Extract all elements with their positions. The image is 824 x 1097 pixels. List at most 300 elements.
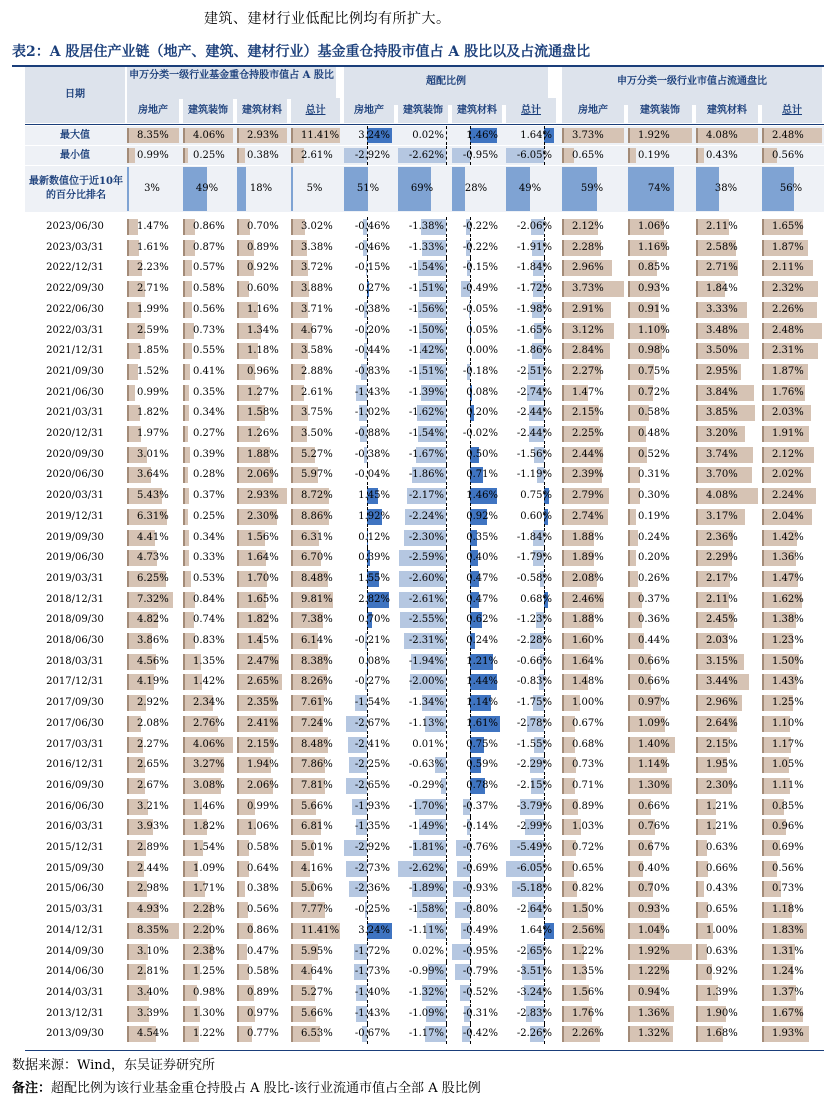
table-cell — [506, 693, 554, 713]
cell-value: 8.38% — [301, 656, 333, 667]
cell-value: 2.03% — [772, 407, 804, 418]
row-date: 2019/03/31 — [46, 573, 104, 584]
table-cell — [127, 300, 177, 320]
cell-value: 1.55% — [358, 573, 390, 584]
table-cell — [291, 714, 338, 734]
table-cell — [127, 321, 177, 341]
cell-value: 1.43% — [772, 676, 804, 687]
cell-value: 2.27% — [572, 366, 604, 377]
zero-axis — [446, 817, 447, 837]
cell-value: 0.76% — [638, 821, 670, 832]
data-bar — [183, 571, 191, 587]
cell-value: 0.86% — [193, 221, 225, 232]
cell-value: 1.92% — [638, 130, 670, 141]
cell-value: 0.25% — [193, 511, 225, 522]
table-cell — [696, 279, 756, 299]
table-cell — [344, 146, 392, 165]
table-cell — [562, 548, 622, 568]
table-cell — [452, 879, 500, 899]
cell-value: -0.04% — [354, 469, 390, 480]
cell-value: -1.56% — [408, 304, 444, 315]
table-cell — [452, 900, 500, 920]
table-cell — [183, 146, 231, 165]
table-cell — [291, 900, 338, 920]
row-date: 2017/06/30 — [46, 718, 104, 729]
table-cell — [762, 714, 820, 734]
table-cell — [506, 900, 554, 920]
cell-value: 6.31% — [301, 532, 333, 543]
table-cell — [506, 776, 554, 796]
table-cell — [344, 838, 392, 858]
cell-value: -0.58% — [516, 573, 552, 584]
cell-value: 0.28% — [193, 469, 225, 480]
cell-value: 3.64% — [137, 469, 169, 480]
table-cell — [628, 1004, 690, 1024]
cell-value: -1.35% — [354, 821, 390, 832]
cell-value: 0.86% — [247, 925, 279, 936]
table-cell — [762, 383, 820, 403]
table-cell — [506, 652, 554, 672]
cell-value: -1.55% — [516, 739, 552, 750]
cell-value: -0.52% — [462, 987, 498, 998]
table-cell — [344, 341, 392, 361]
cell-value: 3.12% — [572, 325, 604, 336]
cell-value: 0.67% — [572, 718, 604, 729]
cell-value: -0.49% — [462, 925, 498, 936]
cell-value: -6.05% — [516, 150, 552, 161]
cell-value: 8.86% — [301, 511, 333, 522]
table-cell — [344, 879, 392, 899]
table-cell — [628, 900, 690, 920]
table-row — [25, 486, 824, 506]
table-cell — [628, 258, 690, 278]
table-row — [25, 776, 824, 796]
cell-value: 3.38% — [301, 242, 333, 253]
table-cell — [127, 341, 177, 361]
cell-value: 0.97% — [638, 697, 670, 708]
table-cell — [183, 672, 231, 692]
table-cell — [291, 1024, 338, 1044]
table-cell — [183, 714, 231, 734]
table-cell — [696, 569, 756, 589]
table-cell — [506, 166, 554, 212]
table-cell — [127, 217, 177, 237]
table-cell — [398, 652, 446, 672]
table-cell — [291, 693, 338, 713]
table-title: 表2：A 股居住产业链（地产、建筑、建材行业）基金重仓持股市值占 A 股比以及占流通盘比 — [12, 44, 591, 60]
row-date: 2018/12/31 — [46, 594, 104, 605]
cell-value: 0.43% — [706, 883, 738, 894]
cell-value: -0.27% — [354, 676, 390, 687]
data-bar — [127, 385, 135, 401]
cell-value: -0.63% — [408, 759, 444, 770]
cell-value: -0.21% — [354, 635, 390, 646]
table-cell — [628, 383, 690, 403]
cell-value: -2.62% — [408, 863, 444, 874]
table-cell — [237, 300, 285, 320]
table-cell — [127, 569, 177, 589]
table-cell — [183, 859, 231, 879]
data-bar — [237, 148, 245, 163]
table-cell — [344, 238, 392, 258]
cell-value: 3.01% — [137, 449, 169, 460]
table-cell — [291, 838, 338, 858]
table-cell — [127, 817, 177, 837]
cell-value: -1.65% — [516, 325, 552, 336]
table-cell — [237, 445, 285, 465]
table-cell — [291, 921, 338, 941]
table-cell — [237, 962, 285, 982]
table-cell — [562, 279, 622, 299]
row-date: 2020/12/31 — [46, 428, 104, 439]
cell-value: 0.60% — [520, 511, 552, 522]
cell-value: 2.64% — [706, 718, 738, 729]
table-cell — [291, 528, 338, 548]
cell-value: -0.66% — [516, 656, 552, 667]
cell-value: 0.08% — [358, 656, 390, 667]
table-cell — [696, 465, 756, 485]
table-cell — [127, 1024, 177, 1044]
table-cell — [344, 166, 392, 212]
cell-value: 1.46% — [466, 490, 498, 501]
table-cell — [628, 859, 690, 879]
cell-value: 0.93% — [638, 904, 670, 915]
cell-value: -1.86% — [408, 469, 444, 480]
cell-value: 1.03% — [572, 821, 604, 832]
cell-value: 2.59% — [137, 325, 169, 336]
table-cell — [127, 672, 177, 692]
cell-value: -1.86% — [516, 345, 552, 356]
cell-value: 0.47% — [466, 594, 498, 605]
data-bar — [183, 405, 189, 421]
table-cell — [628, 776, 690, 796]
table-cell — [696, 652, 756, 672]
table-cell — [562, 755, 622, 775]
table-row — [25, 403, 824, 423]
cell-value: 1.95% — [706, 759, 738, 770]
table-row — [25, 465, 824, 485]
table-cell — [344, 735, 392, 755]
table-cell — [398, 859, 446, 879]
row-date: 2014/09/30 — [46, 946, 104, 957]
row-date: 2022/09/30 — [46, 283, 104, 294]
table-cell — [291, 776, 338, 796]
cell-value: 2.30% — [247, 511, 279, 522]
table-cell — [127, 859, 177, 879]
cell-value: -0.76% — [462, 842, 498, 853]
cell-value: 0.12% — [358, 532, 390, 543]
cell-value: 1.25% — [193, 966, 225, 977]
cell-value: 0.78% — [466, 780, 498, 791]
table-row — [25, 424, 824, 444]
table-cell — [183, 383, 231, 403]
cell-value: 2.58% — [706, 242, 738, 253]
cell-value: -1.84% — [516, 532, 552, 543]
table-cell — [237, 693, 285, 713]
table-cell — [628, 548, 690, 568]
table-cell — [452, 714, 500, 734]
cell-value: -1.11% — [408, 925, 444, 936]
cell-value: 0.72% — [638, 387, 670, 398]
table-cell — [696, 735, 756, 755]
table-cell — [183, 279, 231, 299]
table-cell — [452, 341, 500, 361]
table-cell — [291, 548, 338, 568]
table-row — [25, 714, 824, 734]
data-bar — [237, 944, 247, 960]
table-cell — [452, 258, 500, 278]
table-cell — [237, 258, 285, 278]
table-cell — [696, 238, 756, 258]
row-date: 2015/03/31 — [46, 904, 104, 915]
cell-value: 2.71% — [137, 283, 169, 294]
cell-value: -1.84% — [516, 262, 552, 273]
cell-value: 0.99% — [247, 801, 279, 812]
table-row — [25, 300, 824, 320]
table-cell — [562, 166, 622, 212]
cell-value: 56% — [779, 183, 803, 194]
cell-value: -0.38% — [354, 304, 390, 315]
table-cell — [452, 486, 500, 506]
table-cell — [127, 403, 177, 423]
table-cell — [398, 942, 446, 962]
cell-value: 2.25% — [572, 428, 604, 439]
table-cell — [291, 258, 338, 278]
zero-axis — [446, 942, 447, 962]
data-bar — [183, 488, 189, 504]
table-cell — [291, 146, 338, 165]
cell-value: -2.25% — [354, 759, 390, 770]
table-cell — [452, 146, 500, 165]
table-cell — [562, 300, 622, 320]
cell-value: 8.72% — [301, 490, 333, 501]
cell-value: -1.58% — [408, 904, 444, 915]
table-cell — [452, 797, 500, 817]
cell-value: 2.98% — [137, 883, 169, 894]
cell-value: 69% — [410, 183, 434, 194]
cell-value: 1.45% — [358, 490, 390, 501]
footer-rule — [25, 1050, 824, 1051]
table-cell — [452, 507, 500, 527]
cell-value: 2.28% — [193, 904, 225, 915]
table-cell — [506, 859, 554, 879]
table-cell — [127, 590, 177, 610]
table-cell — [562, 424, 622, 444]
cell-value: 1.64% — [520, 925, 552, 936]
cell-value: 0.75% — [638, 366, 670, 377]
cell-value: 2.24% — [772, 490, 804, 501]
cell-value: -1.43% — [354, 387, 390, 398]
zero-axis — [446, 838, 447, 858]
header-sub-7: 建筑材料 — [452, 98, 502, 123]
table-cell — [452, 424, 500, 444]
table-cell — [696, 776, 756, 796]
table-cell — [762, 507, 820, 527]
table-cell — [237, 238, 285, 258]
table-cell — [628, 755, 690, 775]
table-cell — [183, 507, 231, 527]
cell-value: 4.93% — [137, 904, 169, 915]
row-date: 2016/06/30 — [46, 801, 104, 812]
table-cell — [291, 445, 338, 465]
data-bar — [628, 530, 638, 546]
cell-value: 1.82% — [137, 407, 169, 418]
table-cell — [628, 166, 690, 212]
table-cell — [562, 693, 622, 713]
cell-value: 0.69% — [772, 842, 804, 853]
cell-value: 2.30% — [706, 780, 738, 791]
cell-value: 6.14% — [301, 635, 333, 646]
cell-value: 3.02% — [301, 221, 333, 232]
cell-value: 7.32% — [137, 594, 169, 605]
table-row — [25, 1004, 824, 1024]
table-cell — [183, 983, 231, 1003]
cell-value: 1.10% — [638, 325, 670, 336]
table-cell — [398, 486, 446, 506]
table-cell — [762, 217, 820, 237]
table-cell — [628, 942, 690, 962]
table-cell — [344, 569, 392, 589]
cell-value: -1.67% — [408, 449, 444, 460]
table-cell — [344, 217, 392, 237]
table-cell — [696, 528, 756, 548]
cell-value: -0.29% — [408, 780, 444, 791]
cell-value: -2.30% — [408, 532, 444, 543]
cell-value: 0.47% — [247, 946, 279, 957]
cell-value: 1.17% — [772, 739, 804, 750]
table-cell — [344, 1004, 392, 1024]
table-cell — [398, 838, 446, 858]
table-row — [25, 238, 824, 258]
footnote-text: 超配比例为该行业基金重仓持股占 A 股比-该行业流通市值占全部 A 股比例 — [51, 1081, 481, 1096]
cell-value: 1.47% — [572, 387, 604, 398]
cell-value: 1.23% — [772, 635, 804, 646]
table-row — [25, 838, 824, 858]
cell-value: 1.25% — [772, 697, 804, 708]
cell-value: 4.82% — [137, 614, 169, 625]
cell-value: 1.24% — [772, 966, 804, 977]
cell-value: 2.11% — [706, 221, 738, 232]
table-cell — [696, 300, 756, 320]
table-cell — [127, 445, 177, 465]
data-bar — [183, 447, 190, 463]
cell-value: -1.91% — [516, 242, 552, 253]
table-cell — [398, 714, 446, 734]
table-cell — [452, 465, 500, 485]
table-cell — [398, 126, 446, 145]
table-cell — [452, 445, 500, 465]
cell-value: 1.42% — [193, 676, 225, 687]
table-cell — [762, 146, 820, 165]
table-cell — [398, 776, 446, 796]
table-cell — [762, 672, 820, 692]
cell-value: 3.70% — [706, 469, 738, 480]
table-cell — [452, 126, 500, 145]
table-cell — [127, 383, 177, 403]
data-bar — [183, 364, 190, 380]
footnote — [12, 1077, 481, 1096]
zero-axis — [446, 962, 447, 982]
table-cell — [237, 166, 285, 212]
cell-value: 1.48% — [572, 676, 604, 687]
table-cell — [237, 631, 285, 651]
cell-value: 2.20% — [193, 925, 225, 936]
table-cell — [562, 983, 622, 1003]
table-cell — [696, 403, 756, 423]
table-cell — [762, 424, 820, 444]
table-cell — [762, 126, 820, 145]
table-cell — [562, 942, 622, 962]
table-cell — [696, 693, 756, 713]
cell-value: 1.44% — [466, 676, 498, 687]
table-cell — [291, 507, 338, 527]
cell-value: 1.30% — [193, 1008, 225, 1019]
table-cell — [506, 817, 554, 837]
cell-value: 1.65% — [772, 221, 804, 232]
table-cell — [452, 166, 500, 212]
table-cell — [506, 341, 554, 361]
cell-value: 1.37% — [772, 987, 804, 998]
table-cell — [237, 817, 285, 837]
table-cell — [628, 279, 690, 299]
table-cell — [291, 321, 338, 341]
cell-value: 3.88% — [301, 283, 333, 294]
table-row — [25, 590, 824, 610]
cell-value: 0.75% — [520, 490, 552, 501]
cell-value: -0.22% — [462, 221, 498, 232]
cell-value: 2.93% — [247, 130, 279, 141]
cell-value: 6.31% — [137, 511, 169, 522]
table-cell — [127, 424, 177, 444]
table-cell — [183, 610, 231, 630]
row-date: 2016/03/31 — [46, 821, 104, 832]
cell-value: -5.49% — [516, 842, 552, 853]
table-cell — [127, 486, 177, 506]
table-cell — [127, 631, 177, 651]
table-cell — [562, 797, 622, 817]
cell-value: -1.70% — [408, 801, 444, 812]
cell-value: 0.70% — [247, 221, 279, 232]
table-cell — [291, 1004, 338, 1024]
cell-value: 2.82% — [358, 594, 390, 605]
cell-value: 0.36% — [638, 614, 670, 625]
table-cell — [344, 383, 392, 403]
cell-value: 1.46% — [466, 130, 498, 141]
cell-value: 1.40% — [638, 739, 670, 750]
cell-value: 2.95% — [706, 366, 738, 377]
table-cell — [762, 528, 820, 548]
cell-value: 49% — [518, 183, 542, 194]
cell-value: 1.58% — [247, 407, 279, 418]
table-cell — [344, 672, 392, 692]
cell-value: -1.56% — [516, 449, 552, 460]
table-cell — [762, 569, 820, 589]
header-group-1: 申万分类一级行业基金重仓持股市值占 A 股比 — [127, 67, 336, 99]
table-cell — [562, 258, 622, 278]
cell-value: 1.00% — [572, 697, 604, 708]
table-cell — [562, 341, 622, 361]
cell-value: 2.96% — [706, 697, 738, 708]
table-cell — [237, 424, 285, 444]
table-cell — [762, 942, 820, 962]
cell-value: -1.79% — [516, 552, 552, 563]
cell-value: -0.69% — [462, 863, 498, 874]
table-cell — [562, 817, 622, 837]
cell-value: 5.43% — [137, 490, 169, 501]
cell-value: 0.34% — [193, 532, 225, 543]
table-cell — [344, 714, 392, 734]
table-cell — [506, 528, 554, 548]
